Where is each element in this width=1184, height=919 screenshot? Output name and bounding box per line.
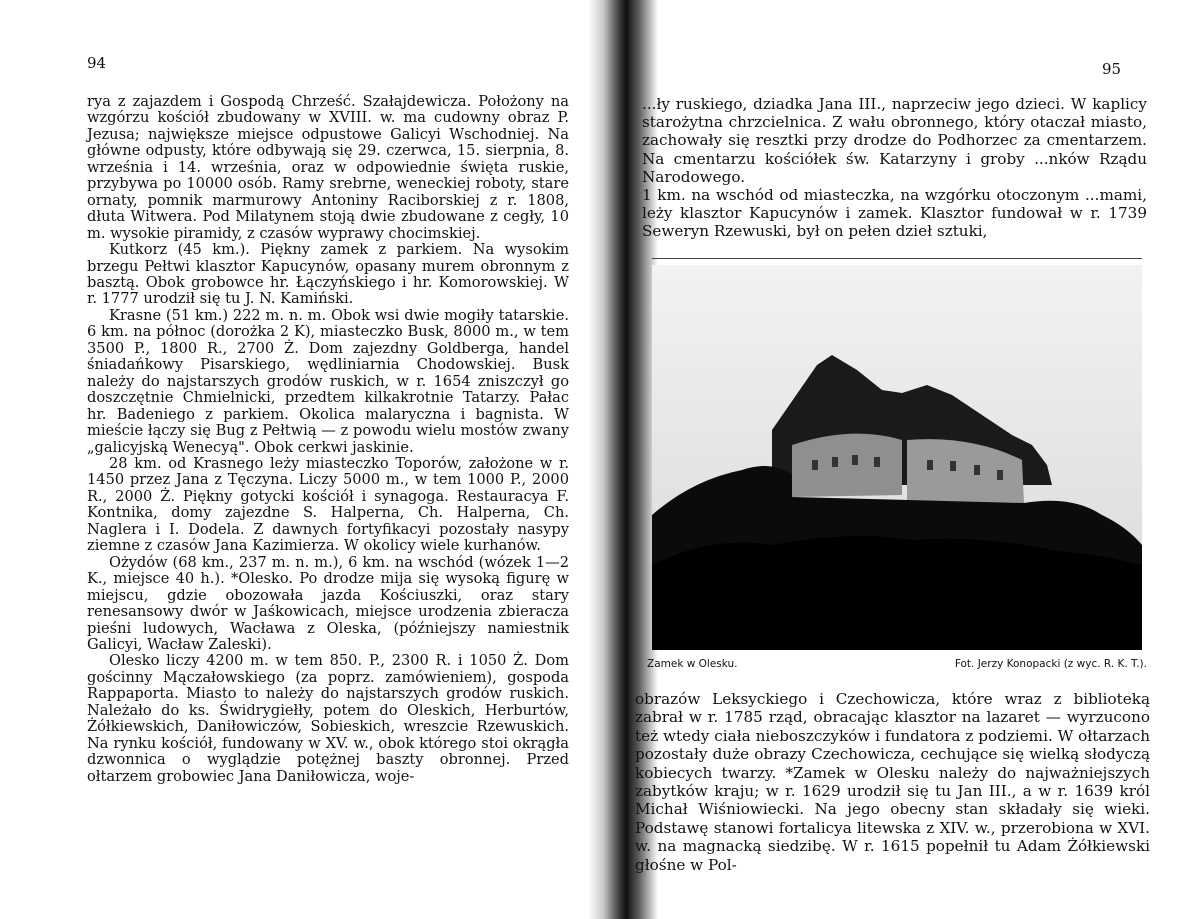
castle-silhouette-image	[652, 265, 1142, 650]
page-number-left: 94	[87, 54, 107, 72]
right-page-text-top	[642, 95, 1147, 241]
paragraph-krasne: Krasne (51 km.) 222 m. n. m. Obok wsi dwie mogiły tatarskie. 6 km. na północ (dorożka 2 K), miasteczko Busk, 8000 m., w tem 3500 P., 1800 R., 2700 Ż. Dom zajezdny Goldberga, handel śniadańkowy Pisarskiego, wędliniarnia Chodowskiej. Busk należy do najstarszych grodów ruskich, w r. 1654 zniszczył go doszczętnie Chmielnicki, przedtem kilkakrotnie Tatarzy. Pałac hr. Badeniego z parkiem. Okolica malaryczna i bagnista. W mieście łączy się Bug z Pełtwią — z powodu wielu mostów zwany „galicyjską Wenecyą". Obok cerkwi jaskinie.	[87, 306, 569, 456]
castle-photo	[652, 265, 1142, 650]
paragraph-kaplica: ...ły ruskiego, dziadka Jana III., naprzeciw jego dzieci. W kaplicy starożytna chrzcielnica. Z wału obronnego, który otaczał miasto, zachowały się resztki przy drodze do Podhorzec za cmentarzem. Na cmentarzu kościółek św. Katarzyny i groby ...nków Rządu Narodowego.	[642, 95, 1147, 186]
left-page-text	[87, 94, 569, 785]
page-number-right: 95	[1102, 60, 1122, 78]
paragraph-toporow: 28 km. od Krasnego leży miasteczko Toporów, założone w r. 1450 przez Jana z Tęczyna. Liczy 5000 m., w tem 1000 P., 2000 R., 2000 Ż. Piękny gotycki kościół i synagoga. Restauracya F. Kontnika, domy zajezdne S. Halperna, Ch. Halperna, Ch. Naglera i I. Dodela. Z dawnych fortyfikacyi pozostały nasypy ziemne z czasów Jana Kazimierza. W okolicy wiele kurhanów.	[87, 454, 569, 555]
right-page	[600, 0, 1184, 919]
paragraph-olesko: Olesko liczy 4200 m. w tem 850. P., 2300 R. i 1050 Ż. Dom gościnny Mączałowskiego (za poprz. zamówieniem), gospoda Rappaporta. Miasto to należy do najstarszych grodów ruskich. Należało do ks. Świdrygiełły, potem do Oleskich, Herburtów, Żółkiewskich, Daniłowiczów, Sobieskich, wreszcie Rzewuskich. Na rynku kościół, fundowany w XV. w., obok którego stoi okrągła dzwonnica o wyglądzie potężnej baszty obronnej. Przed ołtarzem grobowiec Jana Daniłowicza, woje-	[87, 652, 569, 785]
photo-top-rule	[652, 258, 1142, 259]
paragraph-ozydow: Ożydów (68 km., 237 m. n. m.), 6 km. na wschód (wózek 1—2 K., miejsce 40 h.). *Olesko. Po drodze mija się wysoką figurę w miejscu, gdzie obozowała jazda Kościuszki, oraz stary renesansowy dwór w Jaśkowicach, miejsce urodzenia zbieracza pieśni ludowych, Wacława z Oleska, (późniejszy namiestnik Galicyi, Wacław Zaleski).	[87, 553, 569, 653]
photo-caption-title: Zamek w Olesku.	[647, 658, 738, 670]
paragraph-obrazow: obrazów Leksyckiego i Czechowicza, które wraz z biblioteką zabrał w r. 1785 rząd, obracając klasztor na lazaret — wyrzucono też wtedy ciała nieboszczyków i fundatora z podziemi. W ołtarzach pozostały duże obrazy Czechowicza, cechujące się wielką słodyczą kobiecych twarzy. *Zamek w Olesku należy do najważniejszych zabytków kraju; w r. 1629 urodził się tu Jan III., a w r. 1639 król Michał Wiśniowiecki. Na jego obecny stan składały się wieki. Podstawę stanowi fortalicya litewska z XIV. w., przerobiona w XVI. w. na magnacką siedzibę. W r. 1615 popełnił tu Adam Żółkiewski głośne w Pol-	[635, 690, 1150, 874]
photo-caption-credit: Fot. Jerzy Konopacki (z wyc. R. K. T.).	[954, 658, 1147, 670]
right-page-text-bottom	[635, 690, 1150, 874]
paragraph-milatyn: rya z zajazdem i Gospodą Chrześć. Szałajdewicza. Położony na wzgórzu kościół zbudowany w XVIII. w. ma cudowny obraz P. Jezusa; największe miejsce odpustowe Galicyi Wschodniej. Na główne odpusty, które odbywają się 29. czerwca, 15. sierpnia, 8. września i 14. września, oraz w odpowiednie święta ruskie, przybywa po 10000 osób. Ramy srebrne, weneckiej roboty, stare ornaty, pomnik marmurowy Antoniny Raciborskiej z r. 1808, dłuta Witwera. Pod Milatynem stoją dwie zbudowane z cegły, 10 m. wysokie piramidy, z czasów wyprawy chocimskiej.	[87, 93, 569, 242]
paragraph-klasztor: 1 km. na wschód od miasteczka, na wzgórku otoczonym ...mami, leży klasztor Kapucynów i zamek. Klasztor fundował w r. 1739 Seweryn Rzewuski, był on pełen dzieł sztuki,	[642, 186, 1147, 241]
paragraph-kutkorz: Kutkorz (45 km.). Piękny zamek z parkiem. Na wysokim brzegu Pełtwi klasztor Kapucynów, opasany murem obronnym z basztą. Obok grobowce hr. Łączyńskiego i hr. Komorowskiej. W r. 1777 urodził się tu J. N. Kamiński.	[87, 241, 569, 308]
